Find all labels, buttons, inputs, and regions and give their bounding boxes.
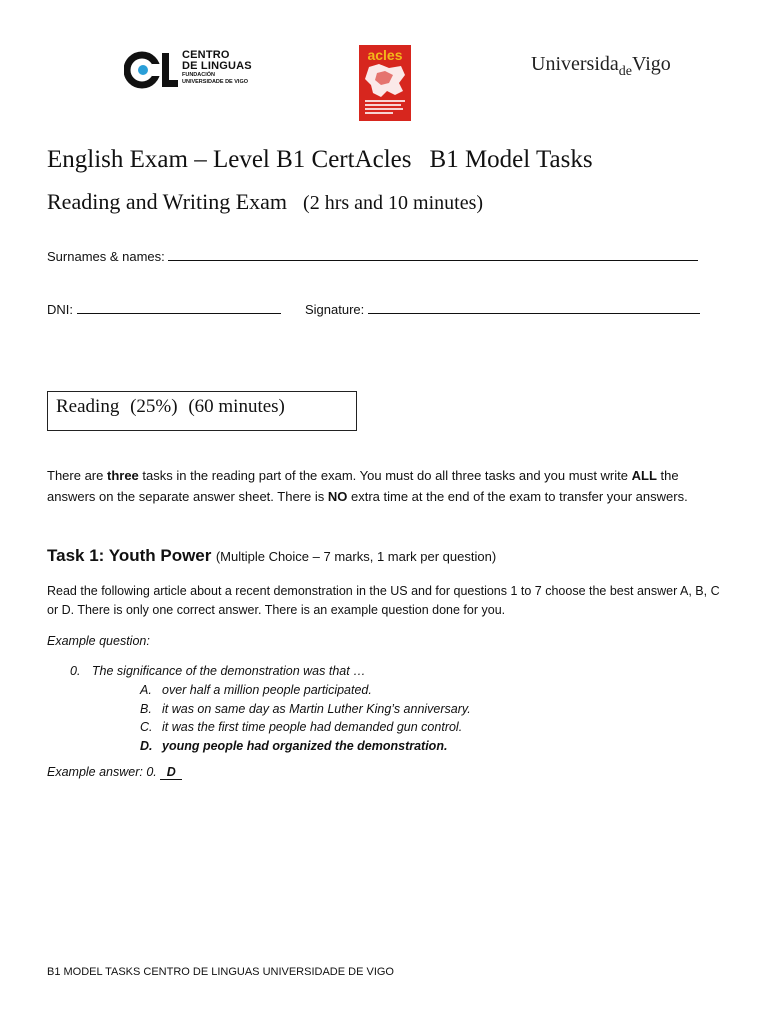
acles-map-icon [359, 45, 411, 121]
cl-logo-icon [124, 50, 180, 90]
example-question-label: Example question: [47, 634, 150, 648]
reading-weight: (25%) [130, 396, 178, 417]
task1-subtitle: (Multiple Choice – 7 marks, 1 mark per question) [215, 549, 497, 564]
intro-text-3: the answers on the separate answer sheet. There is [47, 468, 679, 504]
names-field [47, 248, 698, 264]
universidade-de-vigo-logo [531, 53, 671, 79]
intro-bold-three: three [106, 468, 139, 483]
option-letter: C. [140, 720, 153, 734]
exam-title [47, 146, 593, 174]
option-letter: A. [140, 683, 152, 697]
uvigo-part1: Universida [531, 53, 619, 75]
intro-bold-no: NO [327, 488, 348, 504]
question-number: 0. [70, 664, 81, 678]
option-text: it was on same day as Martin Luther King’s anniversary. [162, 702, 471, 716]
names-input-line[interactable] [168, 248, 698, 261]
exam-subtitle-text: Reading and Writing Exam [47, 189, 288, 214]
cl-line2: DE LINGUAS [182, 60, 252, 72]
option-d [140, 739, 447, 753]
question-text: The significance of the demonstration was that … [91, 664, 366, 678]
exam-duration: (2 hrs and 10 minutes) [303, 192, 484, 214]
intro-text-1: There are [47, 468, 107, 483]
exam-title-main: English Exam – Level B1 CertAcles [47, 146, 412, 173]
cl-line4: UNIVERSIDADE DE VIGO [182, 78, 249, 85]
reading-label: Reading [56, 396, 120, 417]
intro-bold-all: ALL [631, 468, 657, 483]
cl-line1: CENTRO [182, 49, 230, 61]
option-a [140, 683, 372, 697]
option-letter: D. [140, 739, 153, 753]
reading-intro [47, 466, 727, 507]
signature-field [305, 301, 700, 317]
intro-text-4: extra time at the end of the exam to transfer your answers. [347, 488, 688, 504]
cl-line3: FUNDACIÓN [182, 72, 215, 78]
example-answer-value: D [160, 766, 182, 780]
option-text: over half a million people participated. [162, 683, 372, 697]
signature-label: Signature: [305, 302, 365, 317]
option-letter: B. [140, 702, 152, 716]
dni-field [47, 301, 281, 317]
page-footer: B1 MODEL TASKS CENTRO DE LINGUAS UNIVERSIDADE DE VIGO [47, 966, 394, 978]
exam-title-model: B1 Model Tasks [429, 146, 593, 173]
centro-de-linguas-logo [124, 46, 264, 96]
option-text: it was the first time people had demanded gun control. [162, 720, 463, 734]
reading-heading [56, 396, 285, 418]
signature-input-line[interactable] [368, 301, 700, 314]
acles-logo [359, 45, 411, 121]
reading-section-box [47, 391, 357, 431]
option-b [140, 702, 471, 716]
option-text: young people had organized the demonstration. [162, 739, 448, 753]
example-question [70, 664, 366, 678]
names-label: Surnames & names: [47, 249, 165, 264]
dni-input-line[interactable] [77, 301, 281, 314]
task1-instructions: Read the following article about a recent demonstration in the US and for questions 1 to 7 choose the best answer A, B, C or D. There is only one correct answer. There is an example question done for you. [47, 584, 720, 617]
option-c [140, 720, 462, 734]
uvigo-part3: Vigo [631, 53, 671, 75]
dni-label: DNI: [47, 302, 73, 317]
task1-heading [47, 546, 496, 566]
cl-logo-text [182, 50, 252, 85]
intro-text-2: tasks in the reading part of the exam. You must do all three tasks and you must write [138, 468, 632, 483]
uvigo-part2: de [618, 64, 632, 79]
example-answer [47, 765, 182, 780]
example-answer-label: Example answer: 0. [47, 765, 157, 779]
task1-title: Task 1: Youth Power [47, 546, 212, 565]
acles-wordmark: acles [367, 47, 403, 63]
reading-time: (60 minutes) [188, 396, 285, 417]
exam-subtitle [47, 189, 483, 215]
